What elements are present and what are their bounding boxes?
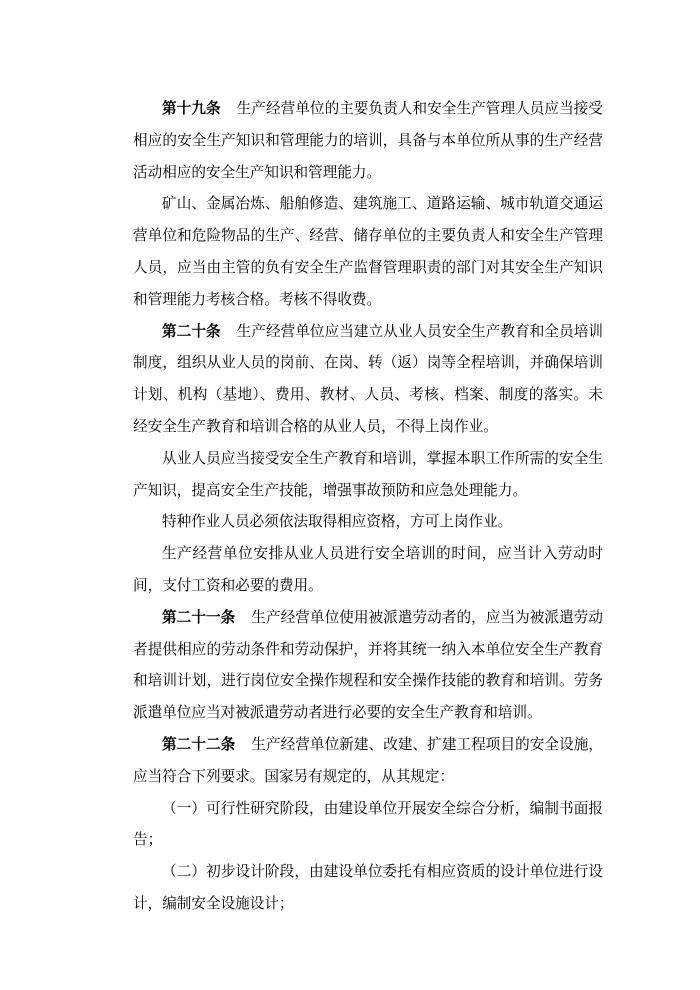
article-20-paragraph-4 xyxy=(133,538,603,602)
paragraph-text: 从业人员应当接受安全生产教育和培训，掌握本职工作所需的安全生产知识，提高安全生产技能，增强事故预防和应急处理能力。 xyxy=(133,449,603,499)
paragraph-text: （一）可行性研究阶段，由建设单位开展安全综合分析，编制书面报告； xyxy=(133,799,603,849)
paragraph-text: 特种作业人员必须依法取得相应资格，方可上岗作业。 xyxy=(162,513,513,531)
article-21-paragraph xyxy=(133,602,603,729)
paragraph-text: 生产经营单位安排从业人员进行安全培训的时间，应当计入劳动时间，支付工资和必要的费用。 xyxy=(133,545,603,594)
paragraph-text: 生产经营单位新建、改建、扩建工程项目的安全设施，应当符合下列要求。国家另有规定的，从其规定： xyxy=(133,735,603,785)
document-body xyxy=(133,93,603,920)
article-number: 第二十条 xyxy=(162,322,221,340)
article-number: 第二十一条 xyxy=(162,608,236,626)
article-22-paragraph xyxy=(133,729,603,793)
article-20-paragraph-2 xyxy=(133,443,603,507)
article-number: 第二十二条 xyxy=(162,735,236,753)
paragraph-text: 矿山、金属冶炼、船舶修造、建筑施工、道路运输、城市轨道交通运营单位和危险物品的生产、经营、储存单位的主要负责人和安全生产管理人员，应当由主管的负有安全生产监督管理职责的部门对其安全生产知识和管理能力考核合格。考核不得收费。 xyxy=(133,195,603,308)
article-22-item-1 xyxy=(133,793,603,857)
article-19-paragraph-2 xyxy=(133,188,603,315)
article-22-item-2 xyxy=(133,856,603,920)
paragraph-text: 生产经营单位应当建立从业人员安全生产教育和全员培训制度，组织从业人员的岗前、在岗、转（返）岗等全程培训，并确保培训计划、机构（基地）、费用、教材、人员、考核、档案、制度的落实。未经安全生产教育和培训合格的从业人员，不得上岗作业。 xyxy=(133,322,603,435)
article-20-paragraph xyxy=(133,316,603,443)
paragraph-text: 生产经营单位的主要负责人和安全生产管理人员应当接受相应的安全生产知识和管理能力的培训，具备与本单位所从事的生产经营活动相应的安全生产知识和管理能力。 xyxy=(133,100,603,181)
article-20-paragraph-3 xyxy=(133,506,603,538)
article-number: 第十九条 xyxy=(162,100,221,117)
article-19-paragraph xyxy=(133,93,603,188)
paragraph-text: （二）初步设计阶段，由建设单位委托有相应资质的设计单位进行设计，编制安全设施设计； xyxy=(133,863,603,912)
paragraph-text: 生产经营单位使用被派遣劳动者的，应当为被派遣劳动者提供相应的劳动条件和劳动保护，并将其统一纳入本单位安全生产教育和培训计划，进行岗位安全操作规程和安全操作技能的教育和培训。劳务派遣单位应当对被派遣劳动者进行必要的安全生产教育和培训。 xyxy=(133,608,603,722)
